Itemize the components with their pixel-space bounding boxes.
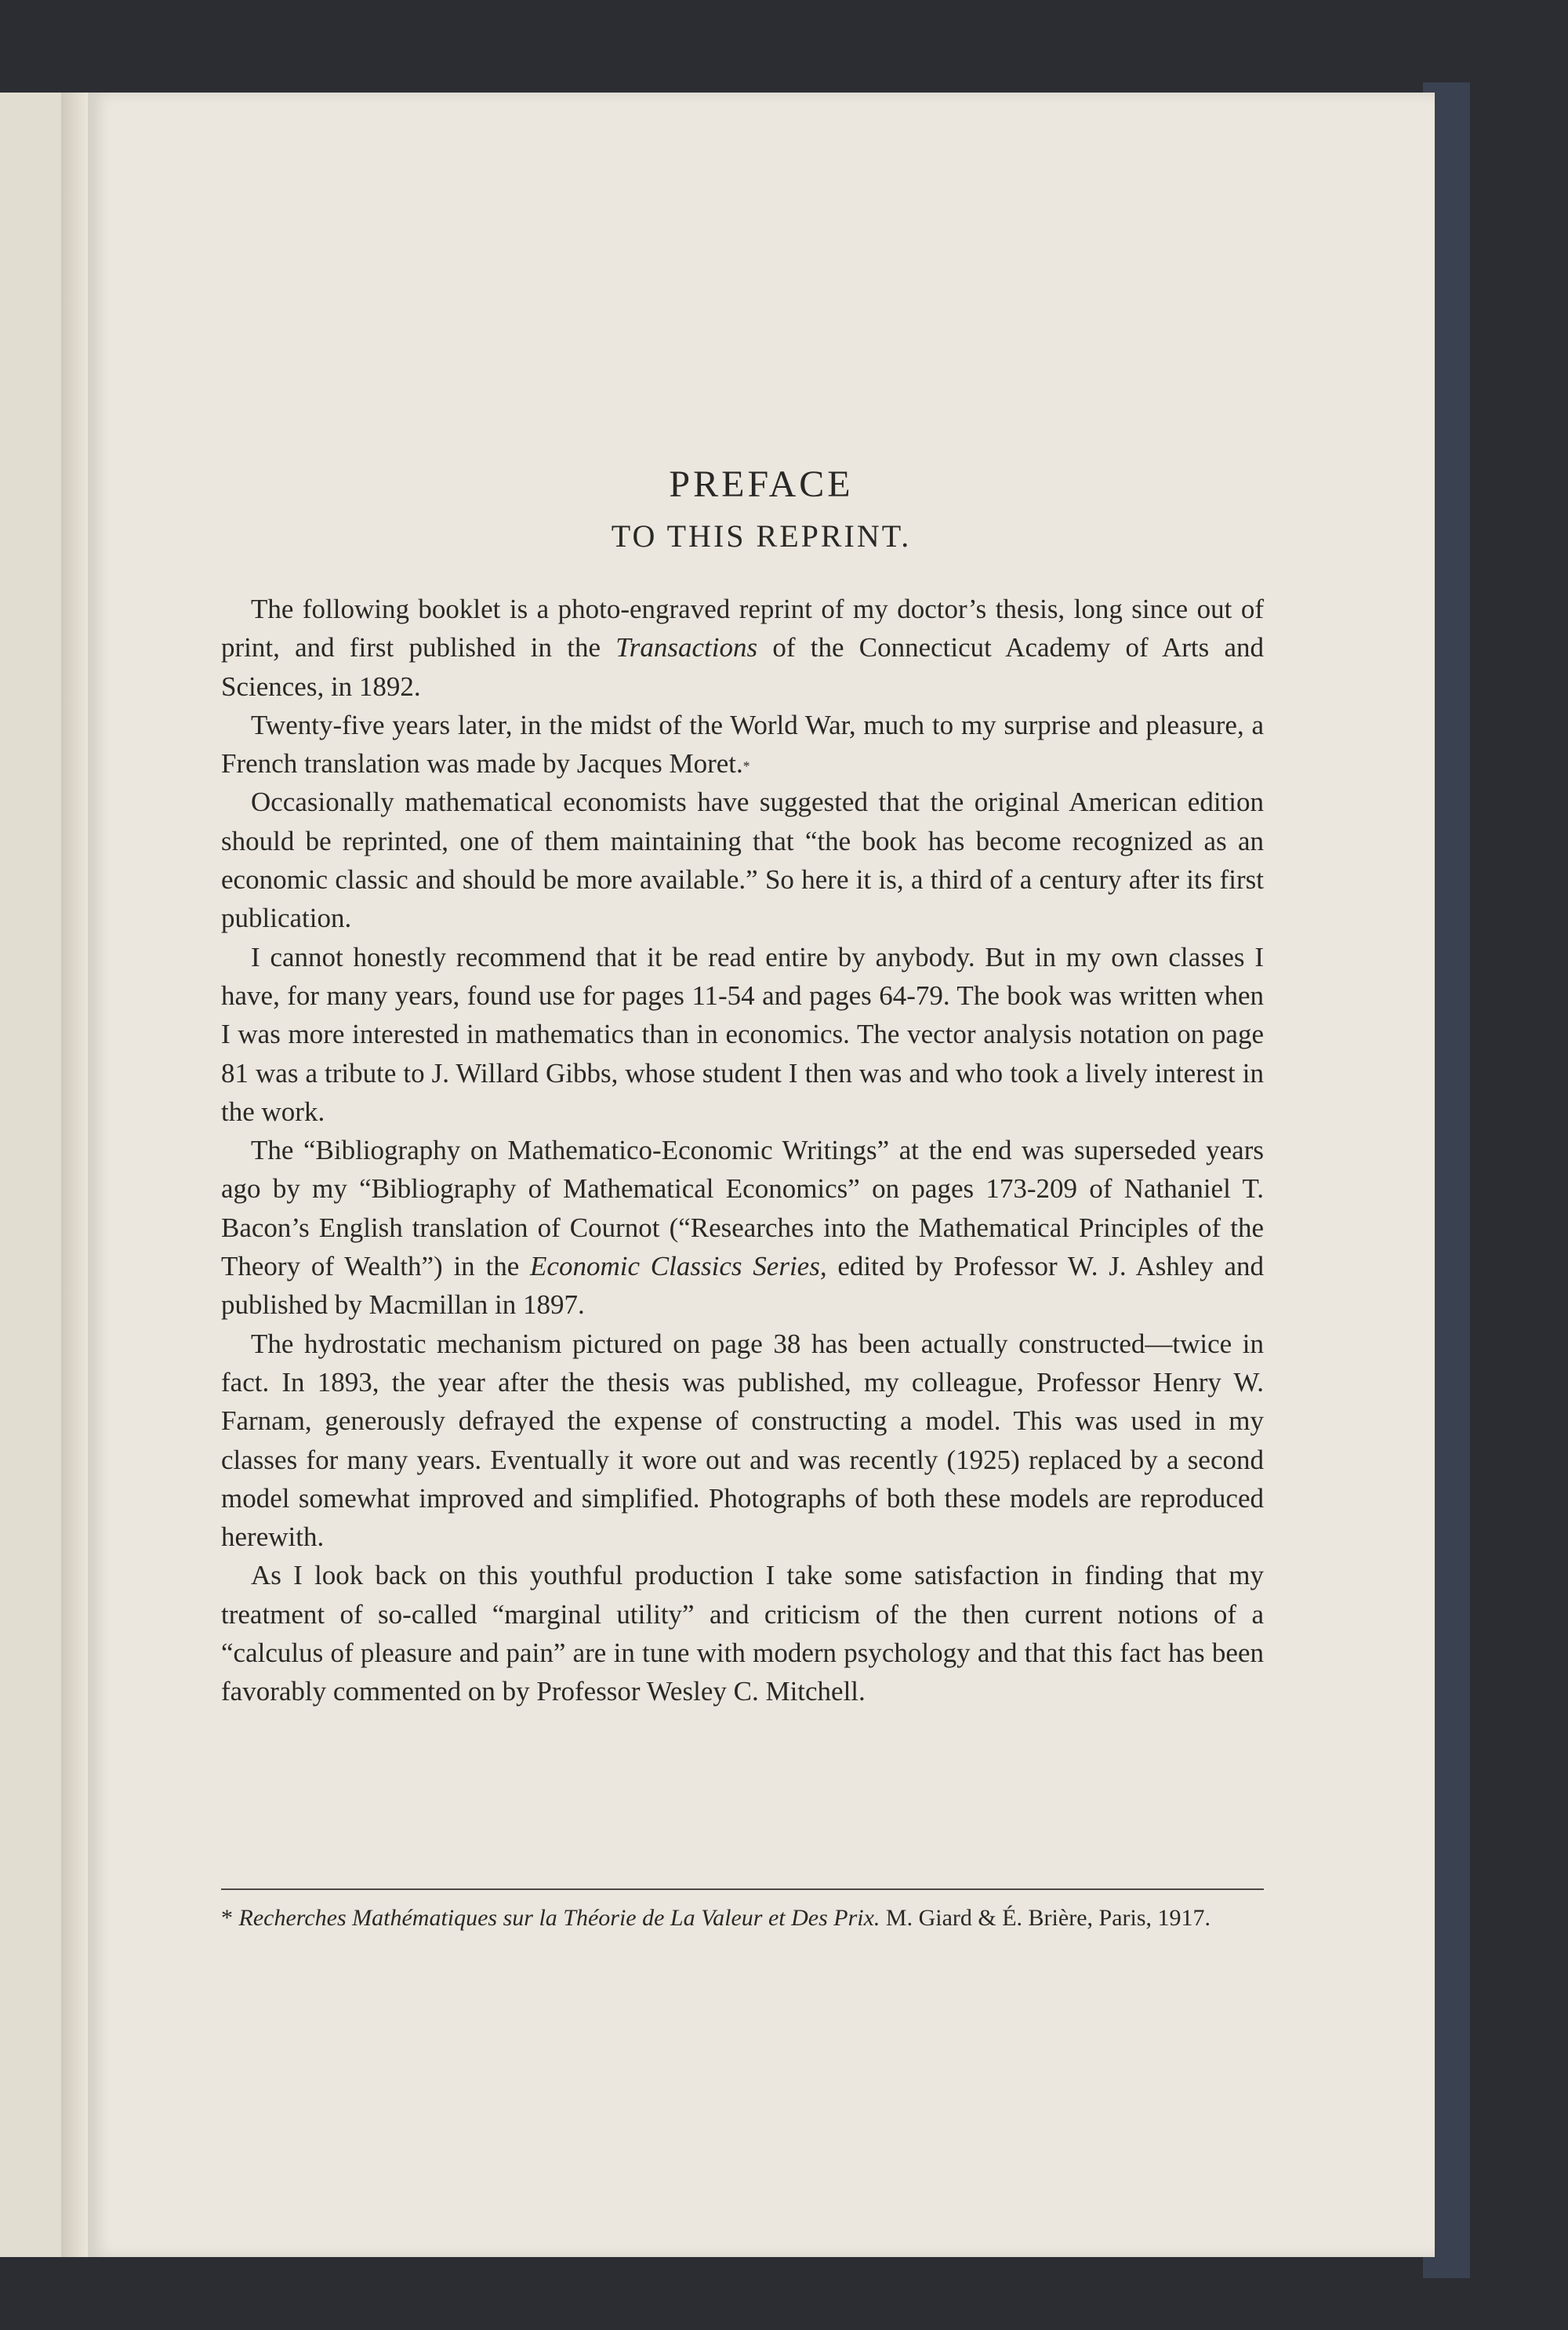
footnote-marker-ref: * — [221, 1905, 233, 1931]
paragraph-7: As I look back on this youthful production I take some satisfaction in finding that my treatment of so-called “marginal utility” and criticism of the then current notions of a “calculus of pleasure and pain” are in tune with modern psychology and that this fact has been favorably commented on by Professor Wesley C. Mitchell. — [221, 1560, 1264, 1707]
footnote-title: Recherches Mathématiques sur la Théorie de La Valeur et Des Prix. — [238, 1905, 880, 1931]
paragraph-2: Twenty-five years later, in the midst of the World War, much to my surprise and pleasure, a French translation was made by Jacques Moret.* — [221, 709, 1264, 780]
footnote-marker: * — [742, 758, 750, 774]
paragraph-5: The “Bibliography on Mathematico-Economic Writings” at the end was superseded years ago by my “Bibliography of Mathematical Economics” on pages 173-209 of Nathaniel T. Bacon’s English translation of Cournot (“Researches into the Mathematical Principles of the Theory of Wealth”) in the Economic Classics Series, edited by Professor W. J. Ashley and published by Macmillan in 1897. — [221, 1135, 1264, 1321]
page-title: PREFACE — [669, 463, 854, 505]
footnote — [221, 1901, 1264, 1936]
footnote-publisher: M. Giard & É. Brière, Paris, 1917. — [885, 1905, 1211, 1931]
paragraph-3: Occasionally mathematical economists have suggested that the original American edition should be reprinted, one of them maintaining that “the book has become recognized as an economic classic and should be more available.” So here it is, a third of a century after its first publication. — [221, 787, 1264, 934]
paragraph-6: The hydrostatic mechanism pictured on page 38 has been actually constructed—twice in fact. In 1893, the year after the thesis was published, my colleague, Professor Henry W. Farnam, generously defrayed the expense of constructing a model. This was used in my classes for many years. Eventually it wore out and was recently (1925) replaced by a second model somewhat improved and simplified. Photographs of both these models are reproduced herewith. — [221, 1328, 1264, 1553]
preface-body — [221, 590, 1264, 1711]
page-subtitle: TO THIS REPRINT. — [611, 518, 912, 554]
page-gutter — [61, 93, 88, 2257]
series-title: Economic Classics Series, — [530, 1251, 827, 1282]
paragraph-1: The following booklet is a photo-engraved reprint of my doctor’s thesis, long since out of print, and first published in the Transactions of the Connecticut Academy of Arts and Sciences, in 1892. — [221, 594, 1264, 702]
footnote-divider — [221, 1888, 1264, 1890]
journal-title: Transactions — [615, 632, 758, 663]
paragraph-4: I cannot honestly recommend that it be read entire by anybody. But in my own classes I have, for many years, found use for pages 11-54 and pages 64-79. The book was written when I was more interested in mathematics than in economics. The vector analysis notation on page 81 was a tribute to J. Willard Gibbs, whose student I then was and who took a lively interest in the work. — [221, 941, 1264, 1127]
